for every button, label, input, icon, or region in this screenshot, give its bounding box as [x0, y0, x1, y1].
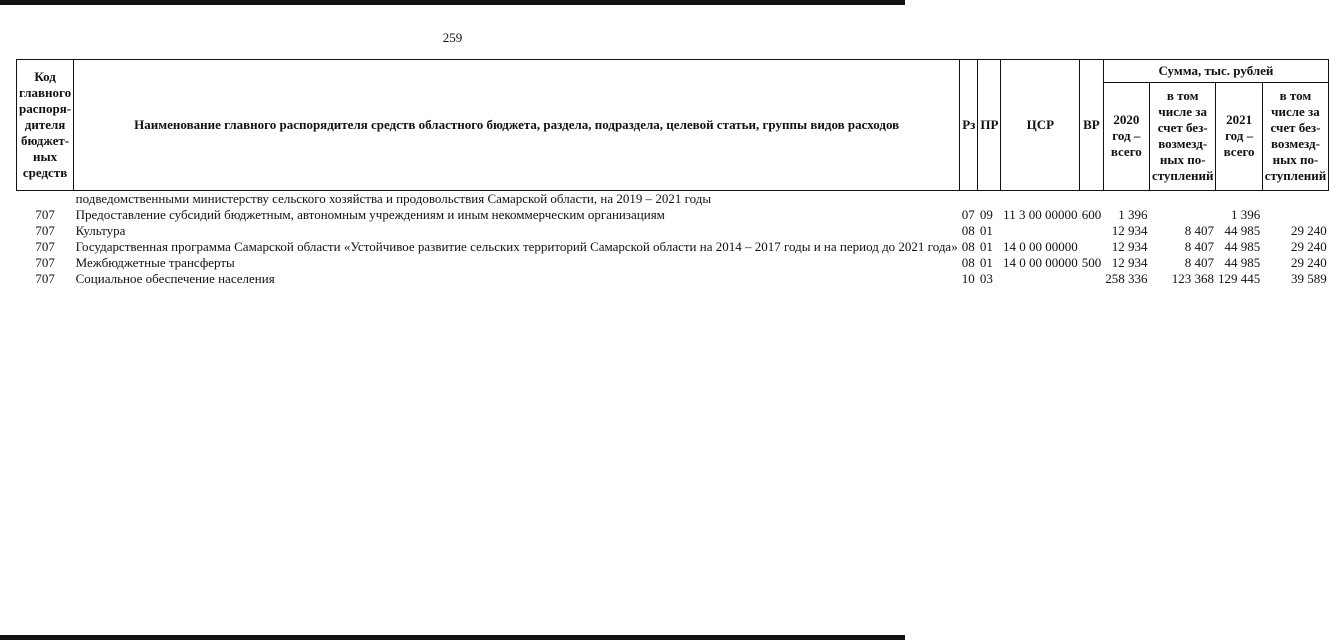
- cell-rz: 08: [961, 223, 975, 238]
- cell-vr: 500: [1081, 255, 1102, 270]
- cell-vr: [1080, 271, 1104, 287]
- cell-csr: [1001, 271, 1080, 287]
- header-pr: ПР: [978, 60, 1001, 191]
- header-2020-gratuitous: в том числе за счет без-возмезд-ных по-ступлений: [1149, 82, 1216, 190]
- table-row: [17, 207, 1329, 223]
- table-row: [17, 223, 1329, 239]
- cell-name: Культура: [75, 223, 126, 238]
- cell-2021-gratuitous: 29 240: [1290, 223, 1327, 238]
- cell-rz: [960, 191, 978, 208]
- cell-2020-gratuitous: 8 407: [1184, 239, 1214, 254]
- cell-2021-total: [1216, 191, 1262, 208]
- cell-csr: [1001, 191, 1080, 208]
- page-number: 259: [442, 30, 463, 45]
- cell-pr: [978, 191, 1001, 208]
- cell-2021-total: 44 985: [1224, 255, 1261, 270]
- cell-2021-total: 1 396: [1230, 207, 1261, 222]
- cell-csr: [1001, 223, 1080, 239]
- table-header: [17, 60, 1329, 191]
- cell-csr: 14 0 00 00000: [1002, 239, 1078, 254]
- cell-2020-gratuitous: [1149, 191, 1216, 208]
- cell-2020-total: [1103, 191, 1149, 208]
- header-2021-gratuitous: в том числе за счет без-возмезд-ных по-ступлений: [1262, 82, 1329, 190]
- cell-code: 707: [35, 271, 55, 286]
- table-row: [17, 255, 1329, 271]
- cell-pr: 03: [979, 271, 993, 286]
- cell-rz: 07: [961, 207, 975, 222]
- table-row: [17, 239, 1329, 255]
- cell-2020-total: 258 336: [1105, 271, 1148, 286]
- cell-rz: 08: [961, 255, 975, 270]
- cell-2020-gratuitous: [1149, 207, 1216, 223]
- cell-name: Государственная программа Самарской области «Устойчивое развитие сельских территорий Самарской области на 2014 – 2017 годы и на период до 2021 года»: [75, 239, 958, 254]
- cell-code: 707: [35, 223, 55, 238]
- table-body: [17, 191, 1329, 288]
- cell-2021-total: 44 985: [1224, 239, 1261, 254]
- cell-vr: [1080, 239, 1104, 255]
- cell-code: [17, 191, 74, 208]
- cell-code: 707: [35, 207, 55, 222]
- cell-2020-gratuitous: 8 407: [1184, 255, 1214, 270]
- cell-2021-gratuitous: 39 589: [1290, 271, 1327, 286]
- header-csr: ЦСР: [1001, 60, 1080, 191]
- cell-code: 707: [35, 255, 55, 270]
- cell-2021-gratuitous: [1262, 191, 1329, 208]
- table-row: [17, 271, 1329, 287]
- cell-2020-total: 12 934: [1111, 255, 1148, 270]
- cell-rz: 10: [961, 271, 975, 286]
- header-vr: ВР: [1080, 60, 1104, 191]
- cell-2020-gratuitous: 8 407: [1184, 223, 1214, 238]
- table-row: [17, 191, 1329, 208]
- cell-name: подведомственными министерству сельского хозяйства и продовольствия Самарской области, на 2019 – 2021 годы: [75, 191, 712, 206]
- header-rz: Рз: [960, 60, 978, 191]
- header-name: Наименование главного распорядителя средств областного бюджета, раздела, подраздела, целевой статьи, группы видов расходов: [74, 60, 960, 191]
- cell-2020-gratuitous: 123 368: [1171, 271, 1214, 286]
- top-border-rule: [0, 0, 905, 5]
- cell-name: Предоставление субсидий бюджетным, автономным учреждениям и иным некоммерческим организациям: [75, 207, 665, 222]
- cell-name: Социальное обеспечение населения: [75, 271, 275, 286]
- cell-name: Межбюджетные трансферты: [75, 255, 235, 270]
- cell-csr: 14 0 00 00000: [1002, 255, 1078, 270]
- header-2020-total: 2020 год – всего: [1103, 82, 1149, 190]
- budget-table: [16, 59, 1329, 287]
- cell-2021-gratuitous: 29 240: [1290, 255, 1327, 270]
- cell-csr: 11 3 00 00000: [1003, 207, 1078, 222]
- header-sum: Сумма, тыс. рублей: [1103, 60, 1329, 83]
- cell-2020-total: 1 396: [1118, 207, 1148, 222]
- cell-code: 707: [35, 239, 55, 254]
- cell-2020-total: 12 934: [1111, 239, 1148, 254]
- cell-pr: 09: [979, 207, 993, 222]
- cell-2021-gratuitous: 29 240: [1290, 239, 1327, 254]
- cell-pr: 01: [979, 223, 993, 238]
- header-code: Код главного распоря-дителя бюджет-ных средств: [17, 60, 74, 191]
- cell-pr: 01: [979, 255, 993, 270]
- cell-vr: [1080, 223, 1104, 239]
- cell-pr: 01: [979, 239, 993, 254]
- cell-2021-total: 129 445: [1217, 271, 1261, 286]
- cell-vr: 600: [1081, 207, 1102, 222]
- header-2021-total: 2021 год – всего: [1216, 82, 1262, 190]
- cell-2021-gratuitous: [1262, 207, 1329, 223]
- cell-vr: [1080, 191, 1104, 208]
- cell-2020-total: 12 934: [1111, 223, 1148, 238]
- cell-2021-total: 44 985: [1224, 223, 1261, 238]
- bottom-border-rule: [0, 635, 905, 640]
- cell-rz: 08: [961, 239, 975, 254]
